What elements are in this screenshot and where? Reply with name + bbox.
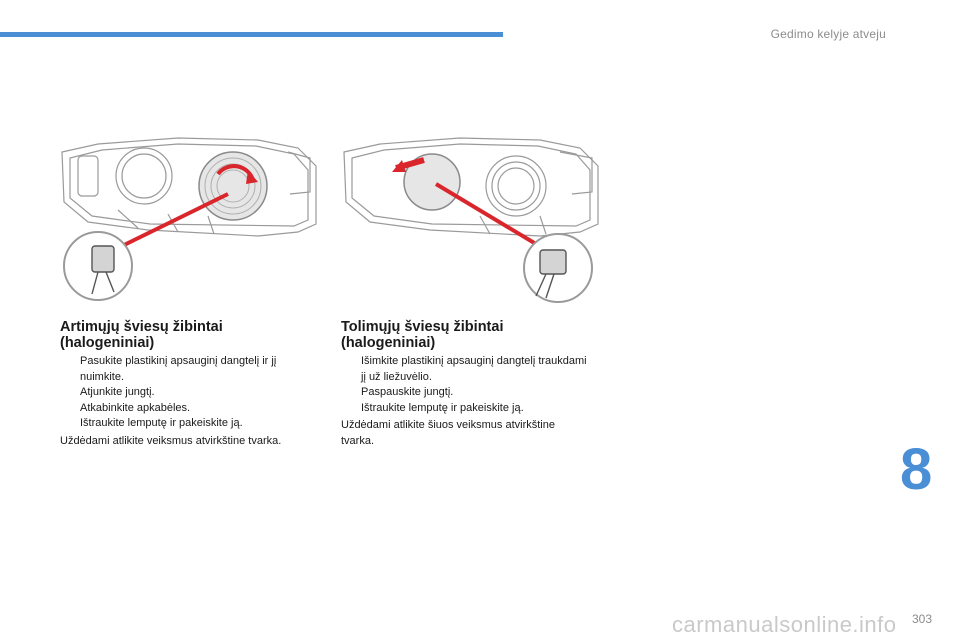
dipped-beam-title: Artimųjų šviesų žibintai (halogeniniai): [60, 319, 223, 351]
main-beam-steps: [341, 354, 591, 416]
list-item: Atjunkite jungtį.: [80, 386, 155, 398]
list-item: Ištraukite lemputę ir pakeiskite ją.: [361, 401, 524, 414]
page-number: 303: [912, 612, 933, 626]
list-item: Ištraukite lemputę ir pakeiskite ją.: [80, 417, 243, 429]
main-beam-refit-note: Uždėdami atlikite šiuos veiksmus atvirkštine tvarka.: [341, 419, 555, 447]
list-item: Išimkite plastikinį apsauginį dangtelį traukdami jį už liežuvėlio.: [361, 355, 587, 383]
dipped-beam-steps: [60, 354, 315, 432]
list-item: Atkabinkite apkabėles.: [80, 401, 191, 414]
header-accent-bar: [0, 32, 503, 37]
chapter-header-title: Gedimo kelyje atveju: [770, 27, 886, 41]
pointer-line-icon: [436, 184, 536, 244]
dust-cover-cap: [392, 154, 460, 210]
headlamp-rear-drawing-right: [340, 132, 602, 304]
dust-cover-cap: [199, 152, 267, 220]
headlamp-rear-drawing-left: [58, 132, 320, 304]
list-item: Paspauskite jungtį.: [361, 386, 454, 398]
list-item: Pasukite plastikinį apsauginį dangtelį ir jį nuimkite.: [80, 355, 277, 383]
dipped-beam-illustration: [58, 132, 320, 304]
watermark: carmanualsonline.info: [672, 612, 897, 637]
main-beam-title: Tolimųjų šviesų žibintai (halogeniniai): [341, 319, 504, 351]
dipped-beam-refit-note: Uždėdami atlikite veiksmus atvirkštine tvarka.: [60, 435, 282, 447]
chapter-number: 8: [900, 437, 933, 502]
main-beam-illustration: [340, 132, 602, 304]
